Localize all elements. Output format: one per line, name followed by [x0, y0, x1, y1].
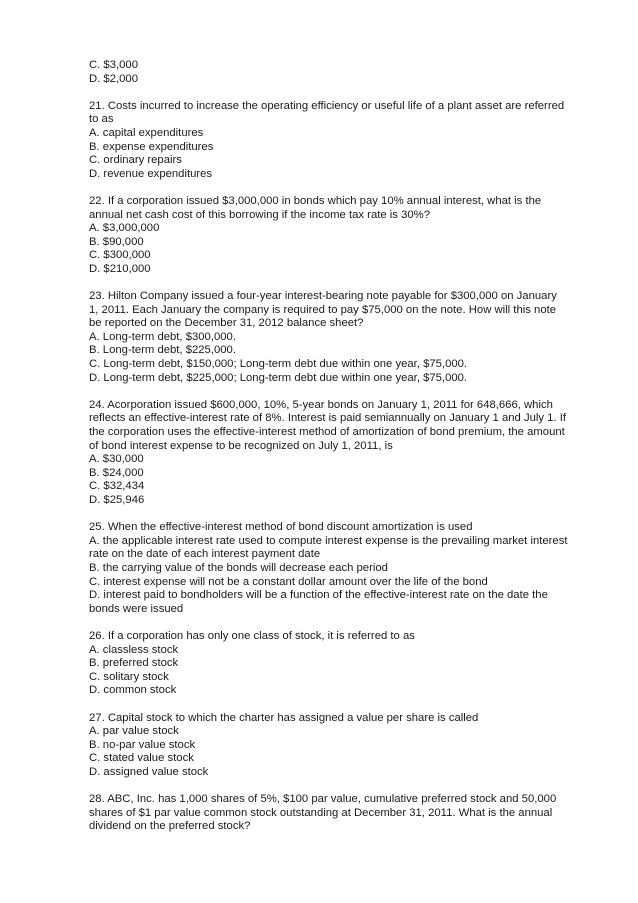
question-text: 1, 2011. Each January the company is required to pay $75,000 on the note. How will this note [89, 303, 557, 316]
answer-option: C. stated value stock [89, 752, 194, 765]
answer-option: B. expense expenditures [89, 140, 214, 153]
answer-option: D. interest paid to bondholders will be a function of the effective-interest rate on the date the [89, 589, 548, 602]
question-block-27 [89, 712, 605, 780]
answer-option: A. classless stock [89, 643, 179, 656]
question-text: shares of $1 par value common stock outstanding at December 31, 2011. What is the annual [89, 806, 553, 819]
question-block-22 [89, 195, 605, 277]
document-page [89, 59, 605, 834]
question-block-26 [89, 630, 605, 698]
question-text: of bond interest expense to be recognized on July 1, 2011, is [89, 439, 393, 452]
answer-option: D. Long-term debt, $225,000; Long-term debt due within one year, $75,000. [89, 371, 468, 384]
answer-option: B. Long-term debt, $225,000. [89, 344, 236, 357]
question-text: the corporation uses the effective-interest method of amortization of bond premium, the amount [89, 426, 565, 439]
answer-option: A. $3,000,000 [89, 222, 160, 235]
question-block-20-continued [89, 59, 605, 86]
answer-option: C. $300,000 [89, 249, 151, 262]
answer-option: C. Long-term debt, $150,000; Long-term debt due within one year, $75,000. [89, 358, 468, 371]
answer-option: rate on the date of each interest payment date [89, 548, 321, 561]
answer-option: C. $32,434 [89, 480, 145, 493]
question-text: to as [89, 113, 114, 126]
question-text: 23. Hilton Company issued a four-year interest-bearing note payable for $300,000 on January [89, 290, 557, 303]
answer-option: C. $3,000 [89, 59, 138, 71]
question-text: dividend on the preferred stock? [89, 820, 251, 833]
answer-option: D. $25,946 [89, 494, 145, 506]
answer-option: bonds were issued [89, 602, 184, 615]
answer-option: A. the applicable interest rate used to compute interest expense is the prevailing market interest [89, 534, 568, 547]
answer-option: C. interest expense will not be a constant dollar amount over the life of the bond [89, 575, 488, 588]
question-block-25 [89, 521, 605, 616]
question-text: reflects an effective-interest rate of 8%. Interest is paid semiannually on January 1 and July 1. If [89, 412, 567, 425]
answer-option: B. no-par value stock [89, 738, 196, 751]
question-block-21 [89, 100, 605, 182]
question-text: 27. Capital stock to which the charter has assigned a value per share is called [89, 711, 479, 724]
question-text: annual net cash cost of this borrowing if the income tax rate is 30%? [89, 208, 430, 221]
answer-option: B. $90,000 [89, 235, 144, 248]
question-text: 24. Acorporation issued $600,000, 10%, 5-year bonds on January 1, 2011 for 648,666, which [89, 398, 553, 411]
answer-option: A. $30,000 [89, 453, 144, 466]
question-text: 26. If a corporation has only one class of stock, it is referred to as [89, 629, 415, 642]
question-block-28 [89, 793, 605, 834]
answer-option: A. Long-term debt, $300,000. [89, 330, 236, 343]
answer-option: D. $2,000 [89, 72, 138, 85]
answer-option: C. ordinary repairs [89, 154, 182, 167]
answer-option: A. capital expenditures [89, 126, 204, 139]
question-text: 28. ABC, Inc. has 1,000 shares of 5%, $100 par value, cumulative preferred stock and 50,000 [89, 793, 557, 806]
answer-option: B. preferred stock [89, 657, 179, 670]
question-text: 21. Costs incurred to increase the operating efficiency or useful life of a plant asset are referred [89, 99, 565, 112]
question-text: 22. If a corporation issued $3,000,000 in bonds which pay 10% annual interest, what is the [89, 194, 542, 207]
question-text: be reported on the December 31, 2012 balance sheet? [89, 317, 364, 330]
answer-option: D. assigned value stock [89, 765, 209, 778]
question-block-24 [89, 399, 605, 508]
answer-option: D. common stock [89, 684, 177, 697]
answer-option: B. $24,000 [89, 466, 144, 479]
question-text: 25. When the effective-interest method of bond discount amortization is used [89, 521, 473, 534]
answer-option: B. the carrying value of the bonds will decrease each period [89, 561, 388, 574]
answer-option: D. $210,000 [89, 262, 151, 275]
answer-option: C. solitary stock [89, 670, 169, 683]
answer-option: A. par value stock [89, 725, 179, 738]
answer-option: D. revenue expenditures [89, 167, 213, 180]
question-block-23 [89, 290, 605, 385]
